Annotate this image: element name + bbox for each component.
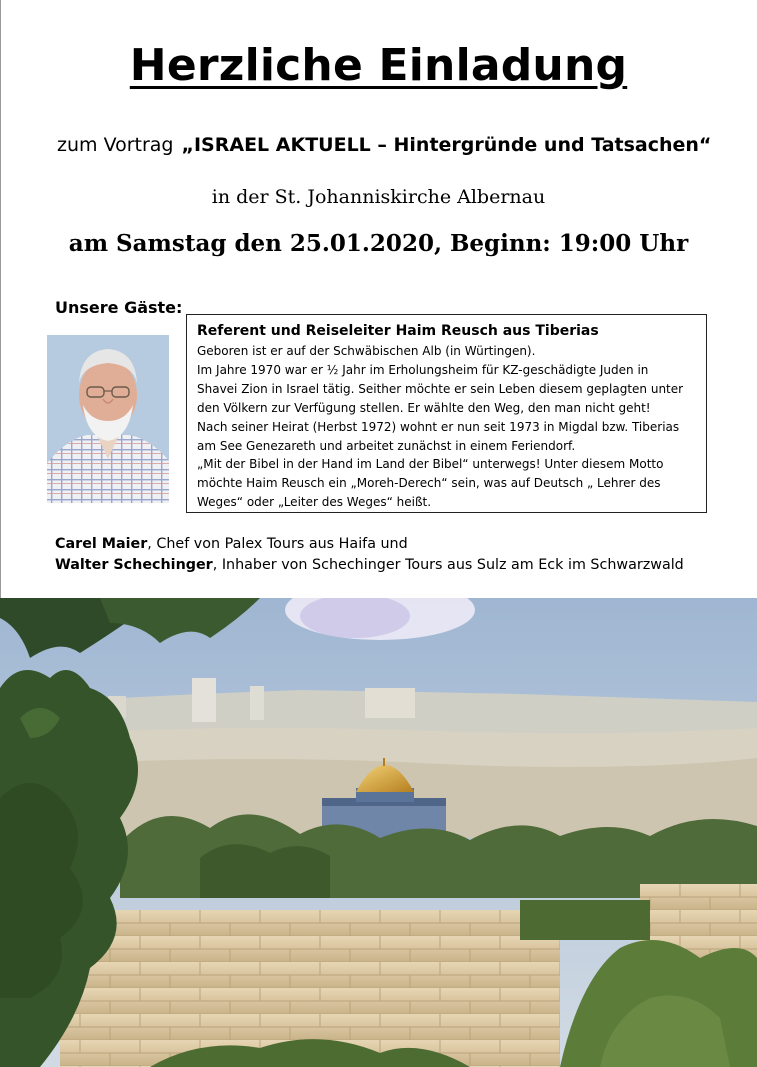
speaker-portrait <box>47 335 169 503</box>
date-line: am Samstag den 25.01.2020, Beginn: 19:00 Uhr <box>68 230 689 257</box>
jerusalem-panorama-photo <box>0 598 757 1067</box>
guest-desc: , Chef von Palex Tours aus Haifa und <box>147 536 408 552</box>
bio-text <box>197 342 696 512</box>
guest-name: Carel Maier <box>55 536 148 552</box>
jerusalem-panorama-image <box>0 598 757 1067</box>
guest-line-maier <box>55 536 408 552</box>
guest-desc: , Inhaber von Schechinger Tours aus Sulz am Eck im Schwarzwald <box>212 557 684 573</box>
bio-line: Geboren ist er auf der Schwäbischen Alb (in Würtingen). <box>197 344 536 358</box>
bio-line: Shavei Zion in Israel tätig. Seither möchte er sein Leben diesem geplagten unter <box>197 381 684 396</box>
talk-prefix: zum Vortrag <box>57 134 174 156</box>
bio-line: möchte Haim Reusch ein „Moreh-Derech“ sein, was auf Deutsch „ Lehrer des <box>197 476 661 491</box>
talk-title: „ISRAEL AKTUELL – Hintergründe und Tatsachen“ <box>181 134 712 156</box>
speaker-bio-box <box>186 314 707 513</box>
bio-line: den Völkern zur Verfügung stellen. Er wählte den Weg, den man nicht geht! <box>197 400 651 415</box>
bio-heading: Referent und Reiseleiter Haim Reusch aus Tiberias <box>197 323 599 339</box>
guests-label: Unsere Gäste: <box>55 298 183 317</box>
speaker-portrait-image <box>47 335 169 503</box>
page-title: Herzliche Einladung <box>129 40 628 91</box>
bio-line: Weges“ oder „Leiter des Weges“ heißt. <box>197 495 432 510</box>
bio-line: Im Jahre 1970 war er ½ Jahr im Erholungsheim für KZ-geschädigte Juden in <box>197 362 649 377</box>
talk-line <box>57 134 711 156</box>
bio-line: am See Genezareth und arbeitet zunächst in einem Feriendorf. <box>197 438 576 453</box>
bio-line: Nach seiner Heirat (Herbst 1972) wohnt er nun seit 1973 in Migdal bzw. Tiberias <box>197 419 680 434</box>
guest-line-schechinger <box>55 557 684 573</box>
guest-name: Walter Schechinger <box>55 557 213 573</box>
bio-line: „Mit der Bibel in der Hand im Land der Bibel“ unterwegs! Unter diesem Motto <box>197 457 664 472</box>
venue-line: in der St. Johanniskirche Albernau <box>211 186 546 208</box>
